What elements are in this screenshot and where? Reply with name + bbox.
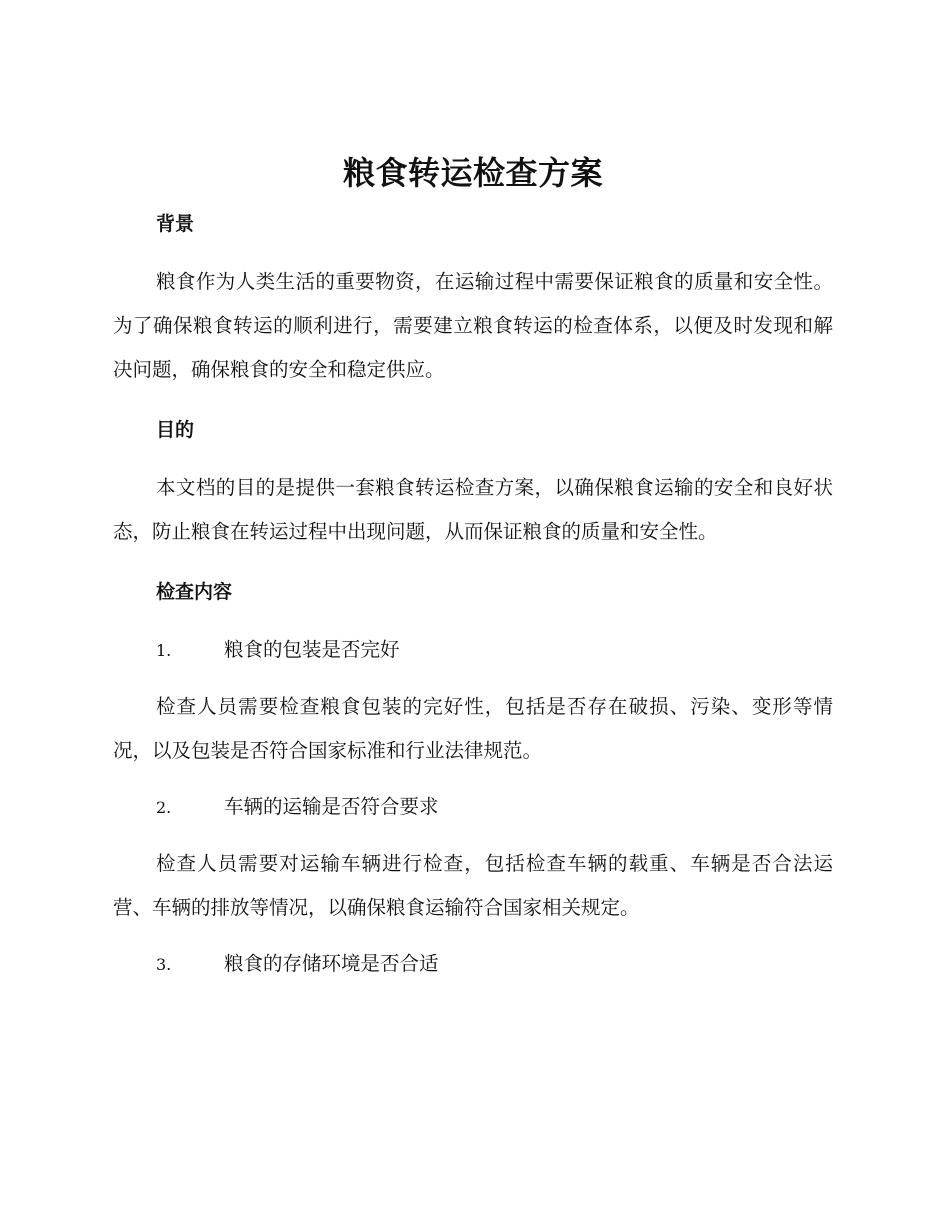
section-heading: 检查内容 [156,581,233,603]
section-paragraph: 粮食作为人类生活的重要物资，在运输过程中需要保证粮食的质量和安全性。为了确保粮食转运的顺利进行，需要建立粮食转运的检查体系，以便及时发现和解决问题，确保粮食的安全和稳定供应。 [113,270,833,381]
section-heading: 目的 [156,419,195,441]
list-item-title: 粮食的包装是否完好 [224,638,400,661]
section-purpose [113,406,833,554]
section-background [113,200,833,392]
list-item-paragraph: 检查人员需要对运输车辆进行检查，包括检查车辆的载重、车辆是否合法运营、车辆的排放等情况，以确保粮食运输符合国家相关规定。 [113,852,833,919]
list-number: 2. [156,798,172,817]
list-item [156,942,833,987]
list-number: 3. [156,955,172,974]
section-heading: 背景 [156,213,195,235]
list-number: 1. [156,641,172,660]
section-paragraph: 本文档的目的是提供一套粮食转运检查方案，以确保粮食运输的安全和良好状态，防止粮食在转运过程中出现问题，从而保证粮食的质量和安全性。 [113,476,833,543]
list-item-title: 粮食的存储环境是否合适 [224,952,439,975]
list-item [156,628,833,673]
section-inspection-content [113,568,833,987]
list-item [156,785,833,830]
document-title: 粮食转运检查方案 [342,154,603,192]
list-item-paragraph: 检查人员需要检查粮食包装的完好性，包括是否存在破损、污染、变形等情况，以及包装是否符合国家标准和行业法律规范。 [113,695,833,762]
document-page [113,148,833,999]
list-item-title: 车辆的运输是否符合要求 [224,795,439,818]
